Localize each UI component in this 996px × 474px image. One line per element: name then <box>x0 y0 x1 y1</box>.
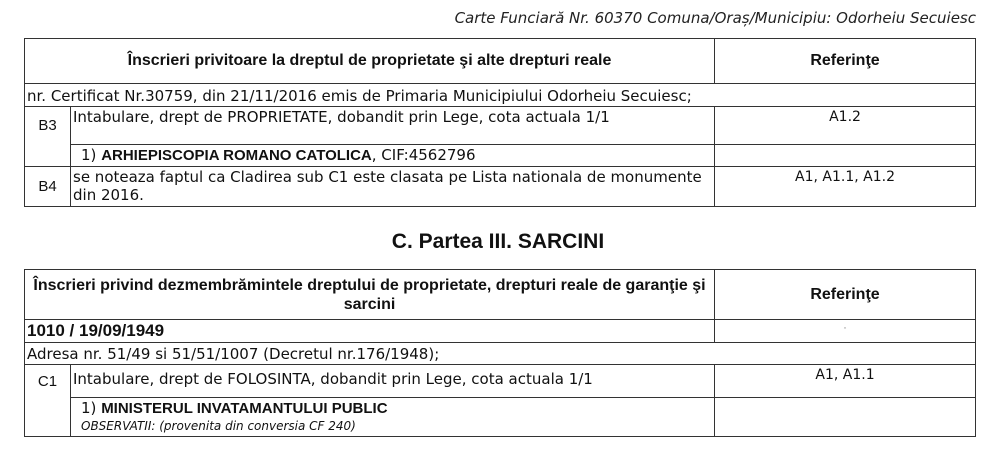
empty-ref-cell <box>715 145 976 167</box>
table-row <box>25 107 976 145</box>
table-row <box>25 365 976 398</box>
entry-number: 1010 / 19/09/1949 <box>25 320 715 343</box>
table-row <box>25 167 976 207</box>
observatii-note: OBSERVATII: (provenita din conversia CF 240) <box>71 418 715 436</box>
entry-text-c1: Intabulare, drept de FOLOSINTA, dobandit prin Lege, cota actuala 1/1 <box>71 365 715 398</box>
owner-row <box>25 145 976 167</box>
certificate-row <box>25 84 976 107</box>
entry-text-b4: se noteaza faptul ca Cladirea sub C1 este clasata pe Lista nationala de monumente din 2016. <box>71 167 715 207</box>
entry-id-c1: C1 <box>25 365 71 437</box>
table-header-row <box>25 39 976 84</box>
entry-dot: ˆ <box>715 320 976 343</box>
entry-number-row <box>25 320 976 343</box>
owner-c1 <box>71 398 715 419</box>
column-header-inscrieri: Înscrieri privind dezmembrămintele dreptului de proprietate, drepturi reale de garanţie şi sarcini <box>25 270 715 320</box>
owner-index: 1) <box>81 146 97 164</box>
entry-id-b4: B4 <box>25 167 71 207</box>
certificate-line: nr. Certificat Nr.30759, din 21/11/2016 emis de Primaria Municipiului Odorheiu Secuiesc; <box>25 84 976 107</box>
column-header-referinte: Referinţe <box>715 39 976 84</box>
owner-index: 1) <box>81 399 97 417</box>
address-line: Adresa nr. 51/49 si 51/51/1007 (Decretul nr.176/1948); <box>25 343 976 365</box>
owner-name: MINISTERUL INVATAMANTULUI PUBLIC <box>101 400 388 417</box>
section-title: C. Partea III. SARCINI <box>391 230 605 253</box>
owner-name: ARHIEPISCOPIA ROMANO CATOLICA <box>101 147 372 164</box>
entry-ref-b4: A1, A1.1, A1.2 <box>715 167 976 207</box>
empty-ref-cell <box>715 398 976 437</box>
entry-ref-b3: A1.2 <box>715 107 976 145</box>
owner-row <box>25 398 976 419</box>
entry-ref-c1: A1, A1.1 <box>715 365 976 398</box>
column-header-referinte: Referinţe <box>715 270 976 320</box>
owner-b3 <box>71 145 715 167</box>
entry-id-b3: B3 <box>25 107 71 167</box>
entry-text-b3: Intabulare, drept de PROPRIETATE, dobandit prin Lege, cota actuala 1/1 <box>71 107 715 145</box>
table-proprietate <box>24 38 976 207</box>
address-row <box>25 343 976 365</box>
owner-cif: , CIF:4562796 <box>371 146 476 164</box>
column-header-inscrieri: Înscrieri privitoare la dreptul de proprietate şi alte drepturi reale <box>25 39 715 84</box>
carte-funciara-header: Carte Funciară Nr. 60370 Comuna/Oraș/Municipiu: Odorheiu Secuiesc <box>454 9 976 27</box>
table-sarcini <box>24 269 976 437</box>
table-header-row <box>25 270 976 320</box>
